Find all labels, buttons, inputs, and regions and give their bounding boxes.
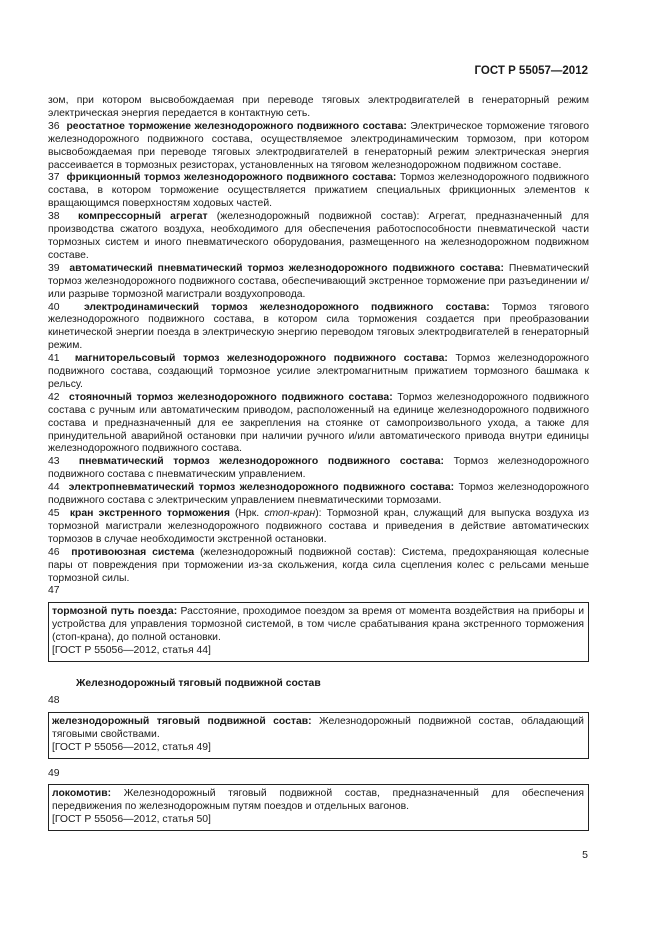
section-heading: Железнодорожный тяговый подвижной состав	[76, 677, 321, 689]
definition-text: ): Тормозной кран, служащий для выпуска воздуха из тормозной магистрали железнодорожного подвижного состава и приведения в действие автоматических тормозов в случае необходимости экстренной остановки.	[48, 508, 590, 545]
term: автоматический пневматический тормоз железнодорожного подвижного состава:	[69, 262, 504, 274]
term: стояночный тормоз железнодорожного подвижного состава:	[69, 391, 393, 403]
definition-text: Железнодорожный подвижной состав, обладающий тяговыми свойствами.	[52, 715, 584, 740]
term-entry	[48, 508, 589, 547]
term: противоюзная система	[71, 546, 195, 558]
term-entry	[48, 263, 589, 302]
definition	[52, 788, 584, 814]
entry-number: 49	[48, 767, 60, 779]
term: реостатное торможение железнодорожного подвижного состава:	[66, 120, 407, 132]
entry-number: 46	[48, 546, 60, 558]
term: магниторельсовый тормоз железнодорожного подвижного состава:	[74, 353, 448, 365]
definition-text: (Нрк.	[229, 508, 265, 519]
term: железнодорожный тяговый подвижной состав:	[52, 715, 312, 727]
entry-number: 42	[48, 391, 60, 403]
entry-number: 45	[48, 508, 60, 519]
term: кран экстренного торможения	[69, 508, 230, 519]
term: тормозной путь поезда:	[52, 606, 178, 618]
reference: [ГОСТ Р 55056—2012, статья 44]	[52, 645, 211, 657]
quoted-definition-box	[48, 602, 589, 662]
document-header: ГОСТ Р 55057—2012	[474, 65, 588, 77]
definition-text: Тормоз железнодорожного подвижного состава с электрическим управлением пневматическими тормозами.	[48, 482, 590, 507]
term-entry	[48, 302, 589, 354]
term: фрикционный тормоз железнодорожного подвижного состава:	[66, 172, 397, 184]
term: пневматический тормоз железнодорожного подвижного состава:	[78, 456, 444, 468]
term-entry	[48, 211, 589, 263]
term-entry	[48, 392, 589, 457]
entry-number: 44	[48, 482, 60, 494]
definition-text: Тормоз железнодорожного подвижного состава с пневматическим управлением.	[48, 456, 590, 481]
quoted-definition-box	[48, 784, 589, 831]
continuation-text: зом, при котором высвобождаемая при переводе тяговых электродвигателей в генераторный режим электрическая энергия передается в контактную сеть.	[48, 95, 589, 119]
definition-text: (железнодорожный подвижной состав): Агрегат, предназначенный для производства сжатого воздуха, необходимого для обеспечения работоспособности пневматической части тормозных систем и иного пневматического оборудования, размещенного на железнодорожном подвижном составе.	[48, 211, 589, 261]
term-list	[48, 121, 589, 586]
term-entry	[48, 172, 589, 211]
definition-text: Тормоз железнодорожного подвижного состава, создающий тормозное усилие электромагнитным прижатием тормозного башмака к рельсу.	[48, 353, 589, 390]
document-body	[48, 95, 589, 831]
definition-text: Железнодорожный тяговый подвижной состав, предназначенный для обеспечения передвижения по железнодорожным путям поездов и отдельных вагонов.	[52, 788, 584, 813]
reference: [ГОСТ Р 55056—2012, статья 49]	[52, 741, 211, 753]
term: компрессорный агрегат	[77, 211, 208, 223]
entry-number: 39	[48, 262, 60, 274]
definition-text: Тормоз тягового железнодорожного подвижного состава, в котором сила торможения создается при преобразовании кинетической энергии поезда в электрическую энергию переводом тяговых электродвигателей в генераторный режим.	[48, 301, 589, 352]
entry-number: 40	[48, 301, 60, 313]
entry-number: 38	[48, 211, 60, 223]
entry-number: 37	[48, 172, 60, 184]
definition-text: (железнодорожный подвижной состав): Система, предохраняющая колесные пары от повреждения при торможении из-за скольжения, когда сила сцепления колес с рельсами меньше тормозной силы.	[48, 546, 589, 584]
entry-number: 47	[48, 585, 60, 597]
deprecated-term: стоп-кран	[264, 508, 316, 519]
term-entry	[48, 121, 589, 173]
term: локомотив:	[52, 788, 112, 800]
definition-text: Расстояние, проходимое поездом за время от момента воздействия на приборы и устройства для управления тормозной системой, в том числе срабатывания крана экстренного торможения (стоп-крана), до полной остановки.	[52, 606, 585, 644]
definition-text: Электрическое торможение тягового железнодорожного подвижного состава, осуществляемое электродинамическим тормозом, при котором высвобождаемая при переводе тяговых электродвигателей в генераторный режим электрическая энергия рассеивается в тормозных резисторах, установленных на тяговом железнодорожном подвижном составе.	[48, 120, 589, 171]
definition-text: Тормоз железнодорожного подвижного состава, в котором торможение осуществляется прижатием специальных фрикционных элементов к вращающимся поверхностям ходовых частей.	[48, 172, 589, 210]
term: электропневматический тормоз железнодорожного подвижного состава:	[68, 482, 455, 494]
term-entry	[48, 482, 589, 508]
reference: [ГОСТ Р 55056—2012, статья 50]	[52, 814, 211, 826]
quoted-definition-box	[48, 712, 589, 759]
page-number: 5	[582, 849, 588, 861]
entry-number: 43	[48, 456, 60, 468]
term-entry	[48, 456, 589, 482]
definition	[52, 606, 584, 645]
term-entry	[48, 547, 589, 586]
definition-text: Пневматический тормоз железнодорожного подвижного состава, обеспечивающий экстренное торможение при разъединении и/или разрыве тормозной магистрали воздухопровода.	[48, 262, 589, 300]
definition-text: Тормоз железнодорожного подвижного состава с ручным или автоматическим приводом, расположенный на единице железнодорожного подвижного состава и предназначенный для ее закрепления на стоянке от самопроизвольного ухода, а также для принудительной аварийной остановки при наличии ручного и/или автоматического привода внутри единицы железнодорожного подвижного состава.	[48, 391, 589, 455]
term: электродинамический тормоз железнодорожного подвижного состава:	[83, 301, 490, 313]
definition	[52, 716, 584, 742]
entry-number: 36	[48, 120, 60, 132]
entry-number: 48	[48, 694, 60, 706]
term-entry	[48, 353, 589, 392]
entry-number: 41	[48, 353, 60, 365]
